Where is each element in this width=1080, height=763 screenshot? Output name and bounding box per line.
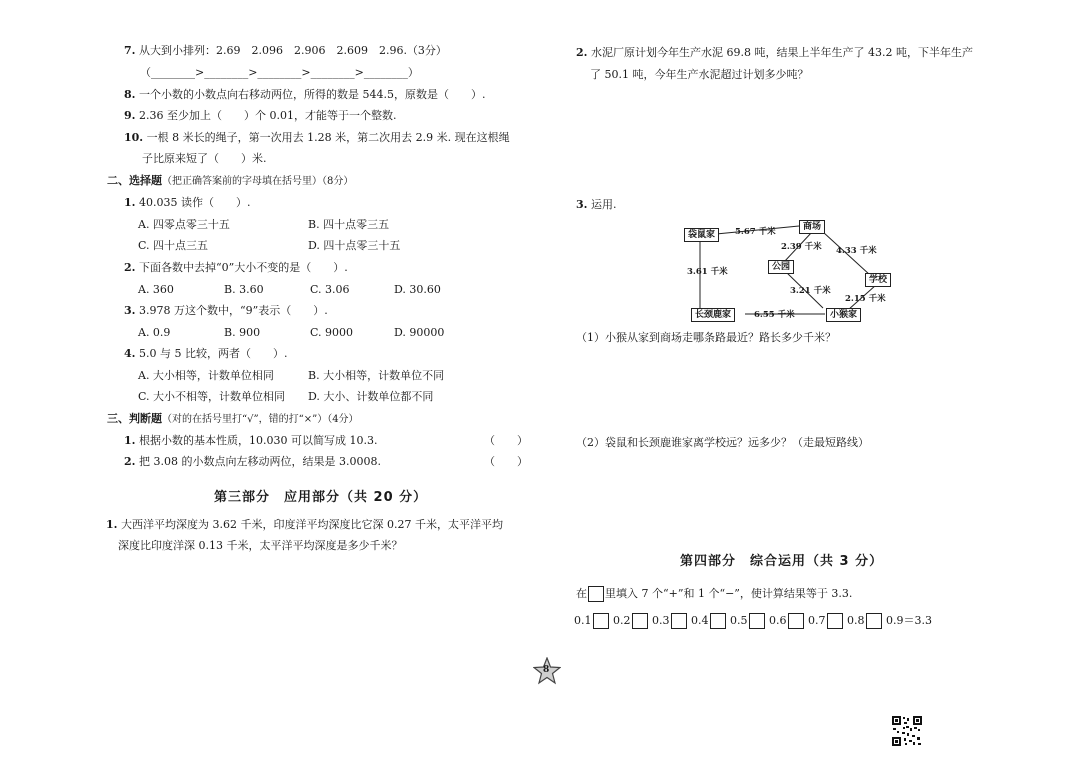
c2-option-b: B. 3.60 <box>224 283 264 296</box>
c3-num: 3. <box>124 304 136 317</box>
map-node-mall: 商场 <box>799 220 825 234</box>
part-3-title: 第三部分 应用部分（共 20 分） <box>214 490 428 505</box>
page-number: 8 <box>543 665 550 675</box>
c4-text: 5.0 与 5 比较，两者（ ）. <box>138 347 288 360</box>
answer-box[interactable] <box>593 613 609 629</box>
map-dist-mall-school: 4.33 千米 <box>836 246 877 256</box>
j2-text: 把 3.08 的小数点向左移动两位，结果是 3.0008. <box>138 455 381 468</box>
c2-option-a: A. 360 <box>138 283 174 296</box>
c2-option-c: C. 3.06 <box>310 283 350 296</box>
eq-term: 0.6 <box>769 614 787 627</box>
eq-term: 0.4 <box>691 614 709 627</box>
c3-option-c: C. 9000 <box>310 326 354 339</box>
answer-box[interactable] <box>671 613 687 629</box>
eq-term: 0.8 <box>847 614 865 627</box>
c3-option-d: D. 90000 <box>394 326 445 339</box>
c1-option-b: B. 四十点零三五 <box>308 218 390 231</box>
c4-num: 4. <box>124 347 136 360</box>
eq-term: 0.7 <box>808 614 826 627</box>
answer-box[interactable] <box>710 613 726 629</box>
j1-text: 根据小数的基本性质，10.030 可以简写成 10.3. <box>138 434 378 447</box>
c2-option-d: D. 30.60 <box>394 283 441 296</box>
a2-text: 水泥厂原计划今年生产水泥 69.8 吨，结果上半年生产了 43.2 吨，下半年生产 <box>590 46 973 59</box>
map-dist-kangaroo-giraffe: 3.61 千米 <box>687 267 728 277</box>
answer-box[interactable] <box>788 613 804 629</box>
map-node-giraffe-home: 长颈鹿家 <box>691 308 735 322</box>
a1-text2: 深度比印度洋深 0.13 千米，太平洋平均深度是多少千米？ <box>118 539 403 552</box>
q9-num: 9. <box>124 109 136 122</box>
section-2-title: 二、选择题 <box>107 174 162 187</box>
answer-box[interactable] <box>632 613 648 629</box>
q7-num: 7. <box>124 44 136 57</box>
answer-box[interactable] <box>866 613 882 629</box>
map-dist-kangaroo-mall: 5.67 千米 <box>735 227 776 237</box>
j1-paren[interactable]: （ ） <box>484 434 528 447</box>
a3-sub1: （1）小猴从家到商场走哪条路最近？路长多少千米？ <box>576 331 836 344</box>
section-3-title: 三、判断题 <box>107 412 162 425</box>
c4-option-c: C. 大小不相等，计数单位相同 <box>138 390 286 403</box>
a2-text2: 了 50.1 吨，今年生产水泥超过计划多少吨？ <box>590 68 809 81</box>
map-node-kangaroo-home: 袋鼠家 <box>684 228 719 242</box>
c1-option-a: A. 四零点零三十五 <box>138 218 230 231</box>
part-4-title: 第四部分 综合运用（共 3 分） <box>680 554 884 569</box>
c4-option-b: B. 大小相等，计数单位不同 <box>308 369 445 382</box>
c1-num: 1. <box>124 196 136 209</box>
comp-post: 里填入 7 个“+”和 1 个“−”，使计算结果等于 3.3. <box>605 587 853 600</box>
q7-blanks[interactable]: （________>________>________>________>________） <box>140 66 419 79</box>
j1-num: 1. <box>124 434 136 447</box>
eq-term: 0.3 <box>652 614 670 627</box>
q10-num: 10. <box>124 131 144 144</box>
a3-sub2: （2）袋鼠和长颈鹿谁家离学校远？远多少？（走最短路线） <box>576 436 869 449</box>
q10-text: 一根 8 米长的绳子，第一次用去 1.28 米，第二次用去 2.9 米. 现在这根绳 <box>146 131 510 144</box>
comp-pre: 在 <box>576 587 587 600</box>
eq-term: 0.5 <box>730 614 748 627</box>
map-dist-giraffe-monkey: 6.55 千米 <box>754 310 795 320</box>
c4-option-a: A. 大小相等，计数单位相同 <box>138 369 274 382</box>
comp-equation <box>574 612 932 630</box>
c1-option-c: C. 四十点三五 <box>138 239 209 252</box>
c2-num: 2. <box>124 261 136 274</box>
map-dist-park-monkey: 3.21 千米 <box>790 286 831 296</box>
q8-text: 一个小数的小数点向右移动两位，所得的数是 544.5，原数是（ ）. <box>138 88 486 101</box>
c2-text: 下面各数中去掉“0”大小不变的是（ ）. <box>138 261 348 274</box>
eq-term: 0.1 <box>574 614 592 627</box>
map-node-park: 公园 <box>768 260 794 274</box>
c3-text: 3.978 万这个数中，“9”表示（ ）. <box>138 304 328 317</box>
answer-box[interactable] <box>827 613 843 629</box>
c4-option-d: D. 大小、计数单位都不同 <box>308 390 434 403</box>
c3-option-a: A. 0.9 <box>138 326 171 339</box>
eq-term: 0.9＝3.3 <box>886 614 932 627</box>
q10-text2: 子比原来短了（ ）米. <box>142 152 267 165</box>
j2-paren[interactable]: （ ） <box>484 455 528 468</box>
eq-term: 0.2 <box>613 614 631 627</box>
comp-instruction <box>576 585 852 603</box>
a2-num: 2. <box>576 46 588 59</box>
q9-text: 2.36 至少加上（ ）个 0.01，才能等于一个整数. <box>138 109 397 122</box>
j2-num: 2. <box>124 455 136 468</box>
section-2-note: （把正确答案前的字母填在括号里）（8分） <box>162 176 354 187</box>
a3-num: 3. <box>576 198 588 211</box>
a1-text: 大西洋平均深度为 3.62 千米，印度洋平均深度比它深 0.27 千米，太平洋平均 <box>120 518 503 531</box>
a3-text: 运用. <box>590 198 617 211</box>
c1-option-d: D. 四十点零三十五 <box>308 239 401 252</box>
section-3-note: （对的在括号里打“√”，错的打“×”）（4分） <box>162 414 359 425</box>
map-dist-school-monkey: 2.15 千米 <box>845 294 886 304</box>
map-dist-mall-park: 2.39 千米 <box>781 242 822 252</box>
qr-code-icon <box>891 715 923 747</box>
c3-option-b: B. 900 <box>224 326 261 339</box>
a1-num: 1. <box>106 518 118 531</box>
q7-text: 从大到小排列：2.69 2.096 2.906 2.609 2.96.（3分） <box>138 44 447 57</box>
c1-text: 40.035 读作（ ）. <box>138 196 251 209</box>
answer-box[interactable] <box>749 613 765 629</box>
answer-box <box>588 586 604 602</box>
map-node-monkey-home: 小猴家 <box>826 308 861 322</box>
map-node-school: 学校 <box>865 273 891 287</box>
q8-num: 8. <box>124 88 136 101</box>
